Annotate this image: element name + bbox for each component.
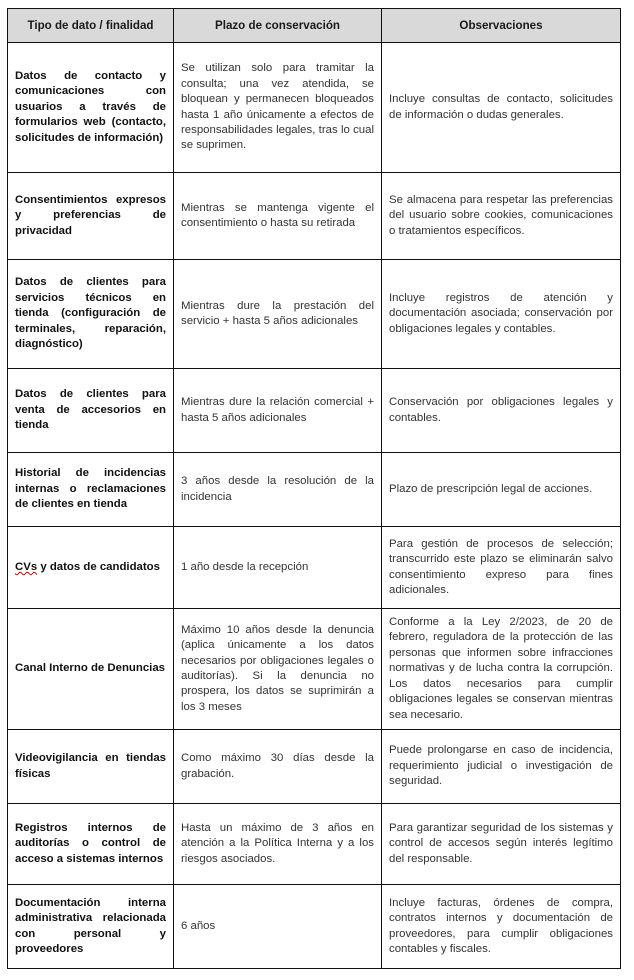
cell-observaciones: Para gestión de procesos de selección; transcurrido este plazo se eliminarán salvo consentimiento expreso para fines adicionales. xyxy=(382,527,621,609)
table-row xyxy=(8,369,621,453)
cell-tipo xyxy=(8,527,174,609)
cell-plazo: 3 años desde la resolución de la incidencia xyxy=(174,453,382,527)
table-row xyxy=(8,173,621,260)
cell-tipo: Canal Interno de Denuncias xyxy=(8,609,174,730)
cell-observaciones: Conservación por obligaciones legales y contables. xyxy=(382,369,621,453)
cell-tipo: Datos de clientes para venta de accesorios en tienda xyxy=(8,369,174,453)
spellcheck-flagged-word: CVs xyxy=(15,560,38,573)
cell-plazo: Hasta un máximo de 3 años en atención a la Política Interna y a los riesgos asociados. xyxy=(174,804,382,885)
header-plazo: Plazo de conservación xyxy=(174,9,382,43)
cell-plazo: Mientras dure la prestación del servicio + hasta 5 años adicionales xyxy=(174,260,382,369)
table-row xyxy=(8,43,621,173)
cell-tipo: Datos de contacto y comunicaciones con usuarios a través de formularios web (contacto, solicitudes de información) xyxy=(8,43,174,173)
table-row xyxy=(8,885,621,969)
table-row xyxy=(8,730,621,804)
cell-plazo: Mientras dure la relación comercial + hasta 5 años adicionales xyxy=(174,369,382,453)
cell-observaciones: Puede prolongarse en caso de incidencia, requerimiento judicial o investigación de seguridad. xyxy=(382,730,621,804)
cell-observaciones: Se almacena para respetar las preferencias del usuario sobre cookies, comunicaciones o tratamientos específicos. xyxy=(382,173,621,260)
cell-tipo-text: y datos de candidatos xyxy=(37,560,160,573)
table-row xyxy=(8,260,621,369)
header-observaciones: Observaciones xyxy=(382,9,621,43)
cell-observaciones: Para garantizar seguridad de los sistemas y control de accesos según interés legítimo del responsable. xyxy=(382,804,621,885)
cell-observaciones: Conforme a la Ley 2/2023, de 20 de febrero, reguladora de la protección de las personas que informen sobre infracciones normativas y de lucha contra la corrupción. Los datos necesarios para cumplir obligaciones legales se conservan mientras sea necesario. xyxy=(382,609,621,730)
cell-observaciones: Incluye facturas, órdenes de compra, contratos internos y documentación de proveedores, para cumplir obligaciones contables y fiscales. xyxy=(382,885,621,969)
cell-tipo: Historial de incidencias internas o reclamaciones de clientes en tienda xyxy=(8,453,174,527)
retention-table xyxy=(7,8,621,969)
cell-tipo: Videovigilancia en tiendas físicas xyxy=(8,730,174,804)
cell-tipo: Registros internos de auditorías o control de acceso a sistemas internos xyxy=(8,804,174,885)
cell-plazo: Se utilizan solo para tramitar la consulta; una vez atendida, se bloquean y permanecen bloqueados hasta 1 año únicamente a efectos de responsabilidades legales, tras lo cual se suprimen. xyxy=(174,43,382,173)
table-row xyxy=(8,453,621,527)
table-header xyxy=(8,9,621,43)
header-tipo: Tipo de dato / finalidad xyxy=(8,9,174,43)
cell-observaciones: Incluye registros de atención y documentación asociada; conservación por obligaciones legales y contables. xyxy=(382,260,621,369)
cell-plazo: Como máximo 30 días desde la grabación. xyxy=(174,730,382,804)
cell-observaciones: Incluye consultas de contacto, solicitudes de información o dudas generales. xyxy=(382,43,621,173)
table-body xyxy=(8,43,621,969)
cell-tipo: Consentimientos expresos y preferencias de privacidad xyxy=(8,173,174,260)
cell-plazo: Máximo 10 años desde la denuncia (aplica únicamente a los datos necesarios por obligaciones legales o auditorías). Si la denuncia no prospera, los datos se suprimirán a los 3 meses xyxy=(174,609,382,730)
cell-plazo: 6 años xyxy=(174,885,382,969)
cell-tipo: Documentación interna administrativa relacionada con personal y proveedores xyxy=(8,885,174,969)
table-row xyxy=(8,609,621,730)
table-row xyxy=(8,527,621,609)
cell-tipo: Datos de clientes para servicios técnicos en tienda (configuración de terminales, reparación, diagnóstico) xyxy=(8,260,174,369)
cell-plazo: 1 año desde la recepción xyxy=(174,527,382,609)
table-row xyxy=(8,804,621,885)
cell-plazo: Mientras se mantenga vigente el consentimiento o hasta su retirada xyxy=(174,173,382,260)
header-row xyxy=(8,9,621,43)
cell-observaciones: Plazo de prescripción legal de acciones. xyxy=(382,453,621,527)
